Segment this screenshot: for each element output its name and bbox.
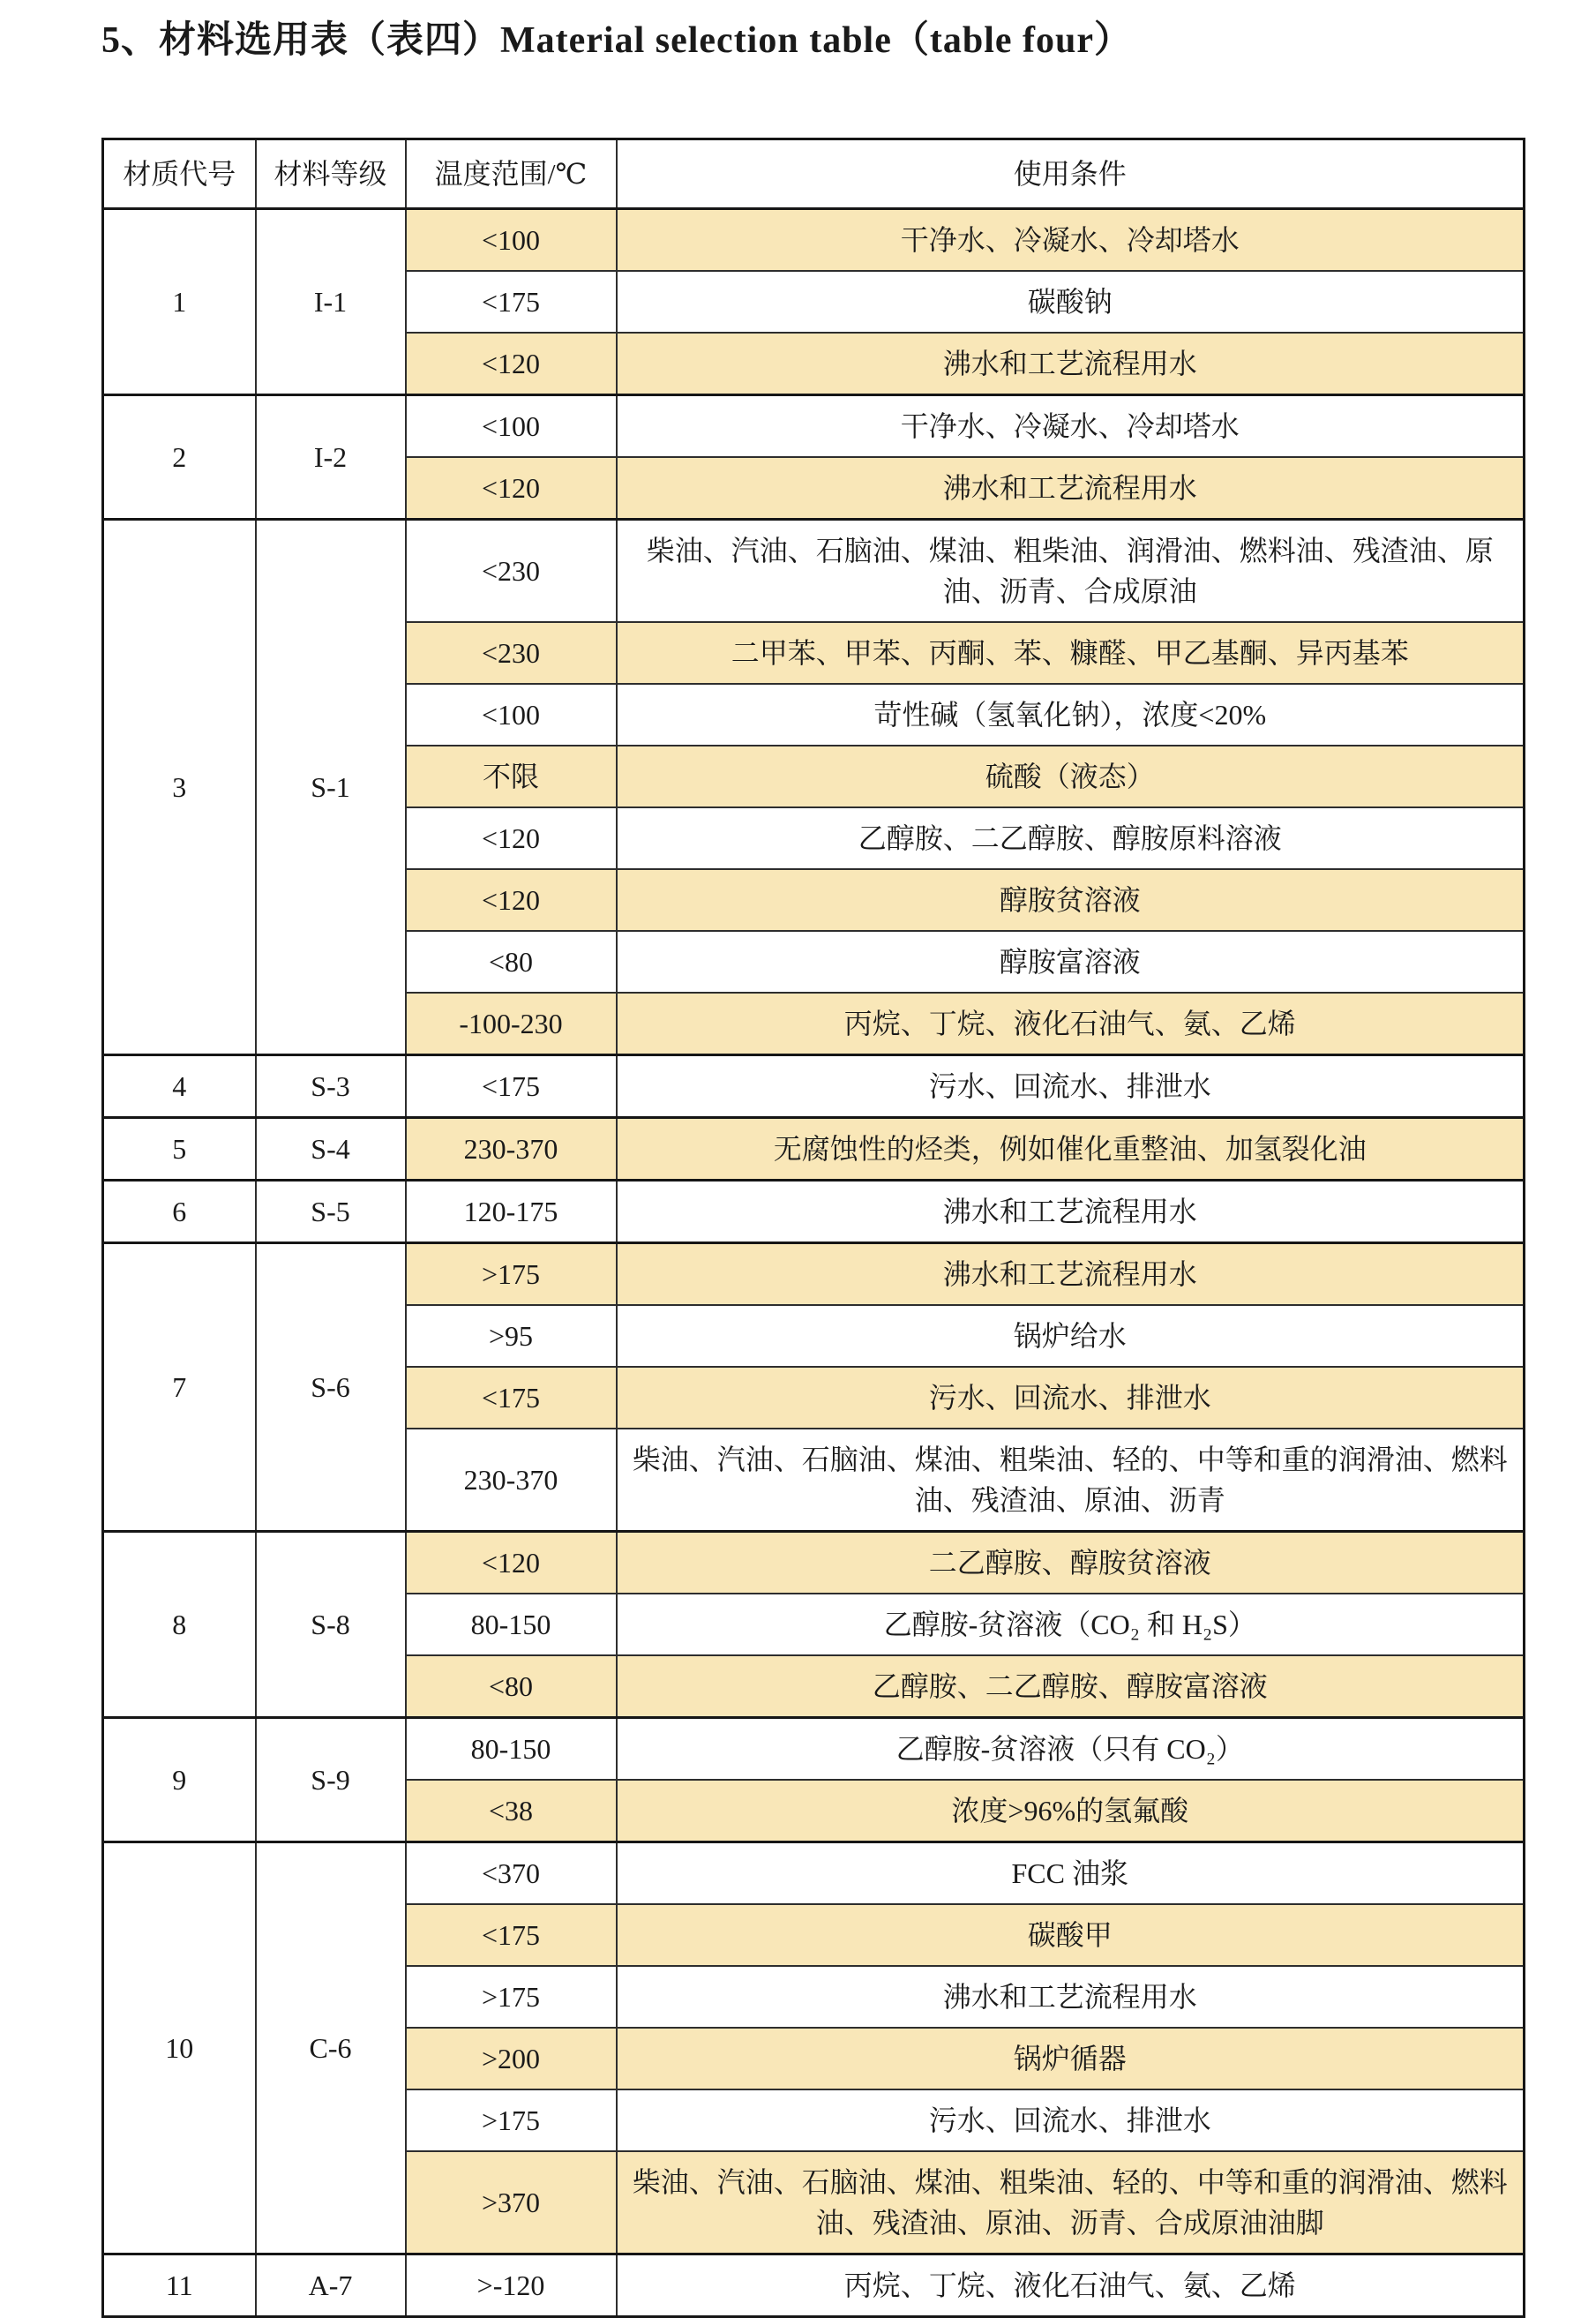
condition-cell: 沸水和工艺流程用水 [617,1966,1525,2028]
temp-range-cell: -100-230 [406,993,617,1055]
temp-range-cell: <120 [406,807,617,869]
table-row [103,395,1525,458]
temp-range-cell: <175 [406,1904,617,1966]
material-grade-cell: C-6 [256,1842,406,2254]
condition-cell: 二乙醇胺、醇胺贫溶液 [617,1532,1525,1594]
condition-cell: FCC 油浆 [617,1842,1525,1905]
material-grade-cell: I-2 [256,395,406,520]
material-code-cell: 4 [103,1055,256,1118]
table-row [103,1243,1525,1306]
condition-cell: 苛性碱（氢氧化钠），浓度<20% [617,684,1525,746]
temp-range-cell: >175 [406,2089,617,2151]
temp-range-cell: <230 [406,520,617,623]
condition-cell: 乙醇胺、二乙醇胺、醇胺原料溶液 [617,807,1525,869]
temp-range-cell: >-120 [406,2254,617,2317]
temp-range-cell: >200 [406,2028,617,2089]
condition-cell: 干净水、冷凝水、冷却塔水 [617,395,1525,458]
temp-range-cell: <38 [406,1780,617,1842]
material-selection-table [101,138,1525,2318]
condition-cell: 污水、回流水、排泄水 [617,1367,1525,1429]
table-row [103,209,1525,272]
material-grade-cell: S-3 [256,1055,406,1118]
condition-cell: 柴油、汽油、石脑油、煤油、粗柴油、轻的、中等和重的润滑油、燃料油、残渣油、原油、沥青 [617,1429,1525,1532]
table-row [103,1181,1525,1243]
condition-cell: 乙醇胺、二乙醇胺、醇胺富溶液 [617,1655,1525,1718]
table-row [103,1118,1525,1181]
table-row [103,1532,1525,1594]
header-temp-range: 温度范围/℃ [406,139,617,209]
material-code-cell: 9 [103,1718,256,1842]
temp-range-cell: <230 [406,622,617,684]
material-code-cell: 5 [103,1118,256,1181]
temp-range-cell: <100 [406,684,617,746]
condition-cell: 锅炉循器 [617,2028,1525,2089]
temp-range-cell: <100 [406,209,617,272]
material-code-cell: 6 [103,1181,256,1243]
temp-range-cell: <370 [406,1842,617,1905]
temp-range-cell: <120 [406,457,617,520]
condition-cell: 硫酸（液态） [617,746,1525,807]
temp-range-cell: <120 [406,869,617,931]
condition-cell: 污水、回流水、排泄水 [617,2089,1525,2151]
material-grade-cell: A-7 [256,2254,406,2317]
condition-cell: 柴油、汽油、石脑油、煤油、粗柴油、轻的、中等和重的润滑油、燃料油、残渣油、原油、沥青、合成原油油脚 [617,2151,1525,2254]
material-grade-cell: S-9 [256,1718,406,1842]
temp-range-cell: <100 [406,395,617,458]
temp-range-cell: <175 [406,1055,617,1118]
temp-range-cell: 120-175 [406,1181,617,1243]
material-code-cell: 7 [103,1243,256,1532]
table-body [103,209,1525,2317]
temp-range-cell: >175 [406,1243,617,1306]
material-grade-cell: S-4 [256,1118,406,1181]
temp-range-cell: 不限 [406,746,617,807]
temp-range-cell: <175 [406,271,617,333]
material-code-cell: 1 [103,209,256,395]
header-material-code: 材质代号 [103,139,256,209]
condition-cell: 丙烷、丁烷、液化石油气、氨、乙烯 [617,2254,1525,2317]
temp-range-cell: <120 [406,1532,617,1594]
condition-cell: 柴油、汽油、石脑油、煤油、粗柴油、润滑油、燃料油、残渣油、原油、沥青、合成原油 [617,520,1525,623]
condition-cell: 沸水和工艺流程用水 [617,1243,1525,1306]
temp-range-cell: >370 [406,2151,617,2254]
material-code-cell: 2 [103,395,256,520]
material-grade-cell: S-8 [256,1532,406,1718]
table-row [103,1718,1525,1781]
temp-range-cell: 230-370 [406,1118,617,1181]
material-grade-cell: S-1 [256,520,406,1055]
condition-cell: 二甲苯、甲苯、丙酮、苯、糠醛、甲乙基酮、异丙基苯 [617,622,1525,684]
condition-cell: 碳酸甲 [617,1904,1525,1966]
temp-range-cell: 80-150 [406,1594,617,1655]
temp-range-cell: >175 [406,1966,617,2028]
temp-range-cell: 80-150 [406,1718,617,1781]
condition-cell: 丙烷、丁烷、液化石油气、氨、乙烯 [617,993,1525,1055]
temp-range-cell: <175 [406,1367,617,1429]
condition-cell: 醇胺贫溶液 [617,869,1525,931]
condition-cell: 醇胺富溶液 [617,931,1525,993]
header-material-grade: 材料等级 [256,139,406,209]
header-row [103,139,1525,209]
material-code-cell: 11 [103,2254,256,2317]
material-grade-cell: S-6 [256,1243,406,1532]
table-row [103,2254,1525,2317]
page-title: 5、材料选用表（表四）Material selection table（table four） [101,20,1132,61]
material-code-cell: 10 [103,1842,256,2254]
temp-range-cell: 230-370 [406,1429,617,1532]
condition-cell: 沸水和工艺流程用水 [617,457,1525,520]
material-grade-cell: S-5 [256,1181,406,1243]
temp-range-cell: <80 [406,931,617,993]
condition-cell: 无腐蚀性的烃类，例如催化重整油、加氢裂化油 [617,1118,1525,1181]
condition-cell: 污水、回流水、排泄水 [617,1055,1525,1118]
condition-cell: 乙醇胺-贫溶液（只有 CO₂） [617,1718,1525,1781]
condition-cell: 锅炉给水 [617,1305,1525,1367]
table-row [103,1055,1525,1118]
table-row [103,1842,1525,1905]
temp-range-cell: <80 [406,1655,617,1718]
condition-cell: 乙醇胺-贫溶液（CO₂ 和 H₂S） [617,1594,1525,1655]
condition-cell: 碳酸钠 [617,271,1525,333]
condition-cell: 浓度>96%的氢氟酸 [617,1780,1525,1842]
table-header [103,139,1525,209]
material-code-cell: 8 [103,1532,256,1718]
temp-range-cell: <120 [406,333,617,395]
table-row [103,520,1525,623]
temp-range-cell: >95 [406,1305,617,1367]
condition-cell: 沸水和工艺流程用水 [617,1181,1525,1243]
condition-cell: 沸水和工艺流程用水 [617,333,1525,395]
header-usage-condition: 使用条件 [617,139,1525,209]
material-grade-cell: I-1 [256,209,406,395]
material-code-cell: 3 [103,520,256,1055]
condition-cell: 干净水、冷凝水、冷却塔水 [617,209,1525,272]
